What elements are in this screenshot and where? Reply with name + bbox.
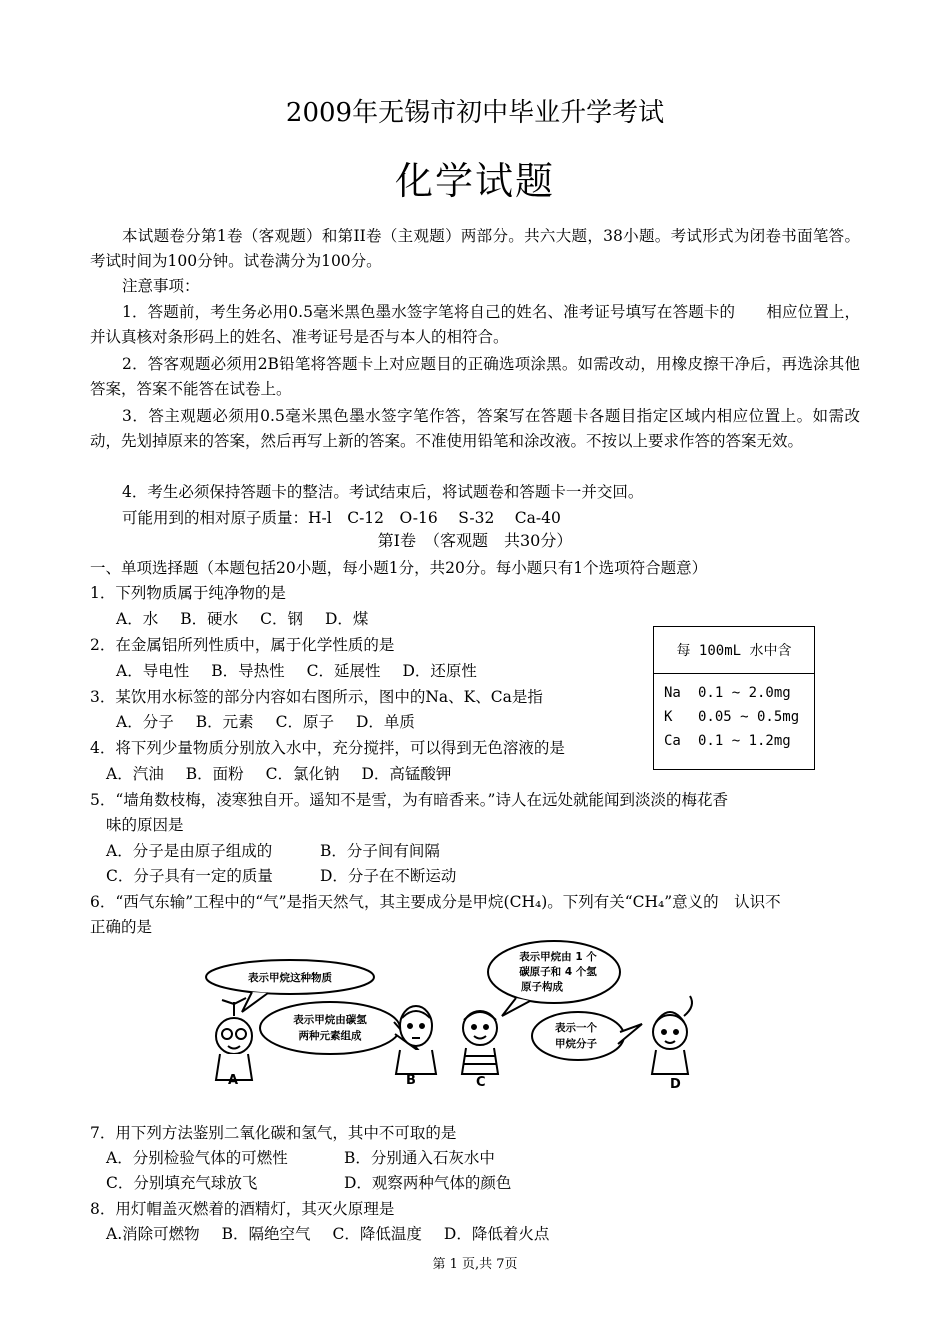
question-7-option-c: C．分别填充气球放飞: [106, 1174, 258, 1192]
question-8-options: [106, 1221, 571, 1247]
option: A．水: [116, 610, 159, 628]
option: B．导热性: [211, 662, 285, 680]
water-label-header: 每 100mL 水中含: [654, 627, 814, 674]
question-6-stem: 6．“西气东输”工程中的“气”是指天然气，其主要成分是甲烷(CH₄)。下列有关“CH₄”意义的 认识不: [90, 893, 781, 911]
note-2: 2．答客观题必须用2B铅笔将答题卡上对应题目的正确选项涂黑。如需改动，用橡皮擦干净后，再选涂其他答案，答案不能答在试卷上。: [90, 355, 860, 398]
section-title: 第Ⅰ卷 （客观题 共30分）: [377, 531, 573, 550]
option: D．高锰酸钾: [361, 765, 452, 783]
option: C．延展性: [306, 662, 381, 680]
option: A.消除可燃物: [106, 1225, 200, 1243]
bubble-a-text: 表示甲烷这种物质: [248, 972, 332, 984]
question-1-options: [116, 606, 390, 632]
water-label-row: Ca 0.1 ~ 1.2mg: [664, 733, 791, 749]
bubble-d-text: 甲烷分子: [555, 1038, 597, 1050]
character-d: [652, 996, 692, 1074]
question-5-option-d: D．分子在不断运动: [320, 867, 457, 885]
speech-bubble-b: [260, 1002, 400, 1054]
option: A．分子: [116, 713, 174, 731]
question-3-options: [116, 709, 437, 735]
question-2-options: [116, 658, 499, 684]
figure-label-d: D: [670, 1077, 681, 1092]
bubble-b-text: 表示甲烷由碳氢: [293, 1014, 367, 1026]
bubble-c-text: 原子构成: [521, 981, 563, 993]
option: B．面粉: [185, 765, 244, 783]
option: B．硬水: [180, 610, 239, 628]
question-6-stem-cont: 正确的是: [90, 918, 153, 936]
character-a: [216, 998, 252, 1080]
option: C．原子: [275, 713, 334, 731]
figure-label-c: C: [476, 1075, 486, 1090]
note-3: 3．答主观题必须用0.5毫米黑色墨水签字笔作答，答案写在答题卡各题目指定区域内相应位置上。如需改动，先划掉原来的答案，然后再写上新的答案。不准使用铅笔和涂改液。不按以上要求作答的答案无效。: [90, 407, 860, 450]
methane-cartoon-figure: [190, 940, 750, 1100]
figure-label-a: A: [228, 1073, 239, 1088]
question-5-option-b: B．分子间有间隔: [320, 842, 440, 860]
option: D．煤: [324, 610, 369, 628]
speech-bubble-d: [532, 1012, 624, 1060]
water-label-row: K 0.05 ~ 0.5mg: [664, 709, 800, 725]
question-4-stem: 4．将下列少量物质分别放入水中，充分搅拌，可以得到无色溶液的是: [90, 739, 565, 757]
question-5-stem: 5．“墙角数枝梅，凌寒独自开。遥知不是雪，为有暗香来。”诗人在远处就能闻到淡淡的梅花香: [90, 791, 728, 809]
question-7-option-b: B．分别通入石灰水中: [344, 1149, 495, 1167]
part-title: 一、单项选择题（本题包括20小题，每小题1分，共20分。每小题只有1个选项符合题意）: [90, 559, 708, 577]
bubble-c-text: 表示甲烷由 1 个: [519, 951, 597, 963]
option: B．隔绝空气: [221, 1225, 311, 1243]
question-8-stem: 8．用灯帽盖灭燃着的酒精灯，其灭火原理是: [90, 1200, 395, 1218]
option: B．元素: [195, 713, 254, 731]
subject-title: 化学试题: [394, 159, 555, 203]
intro-paragraph: 本试题卷分第1卷（客观题）和第II卷（主观题）两部分。共六大题，38小题。考试形式为闭卷书面笔答。考试时间为100分钟。试卷满分为100分。: [90, 227, 860, 270]
figure-label-b: B: [406, 1073, 416, 1088]
question-7-option-a: A．分别检验气体的可燃性: [106, 1149, 288, 1167]
water-label-table: [653, 626, 815, 770]
water-label-row: Na 0.1 ~ 2.0mg: [664, 685, 791, 701]
exam-title: 2009年无锡市初中毕业升学考试: [285, 98, 665, 128]
question-5-stem-cont: 味的原因是: [106, 816, 184, 834]
bubble-b-text: 两种元素组成: [298, 1030, 362, 1042]
bubble-d-text: 表示一个: [555, 1022, 597, 1034]
option: C．钢: [260, 610, 303, 628]
option: D．单质: [355, 713, 415, 731]
note-4: 4．考生必须保持答题卡的整洁。考试结束后，将试题卷和答题卡一并交回。: [122, 483, 644, 501]
notice-title: 注意事项：: [122, 277, 200, 295]
question-5-option-a: A．分子是由原子组成的: [106, 842, 273, 860]
bubble-c-text: 碳原子和 4 个氢: [519, 966, 597, 978]
option: C．降低温度: [332, 1225, 422, 1243]
question-3-stem: 3．某饮用水标签的部分内容如右图所示，图中的Na、K、Ca是指: [90, 688, 543, 706]
option: A．汽油: [106, 765, 164, 783]
page-footer: 第 1 页,共 7页: [432, 1257, 518, 1272]
question-5-option-c: C．分子具有一定的质量: [106, 867, 273, 885]
question-7-option-d: D．观察两种气体的颜色: [344, 1174, 512, 1192]
note-1: 1．答题前，考生务必用0.5毫米黑色墨水签字笔将自己的姓名、准考证号填写在答题卡的 相应位置上，并认真核对条形码上的姓名、准考证号是否与本人的相符合。: [90, 303, 860, 346]
character-c: [462, 1011, 498, 1074]
atomic-mass-line: 可能用到的相对原子质量：H-l C-12 O-16 S-32 Ca-40: [122, 509, 561, 527]
question-2-stem: 2．在金属铝所列性质中，属于化学性质的是: [90, 636, 395, 654]
option: C．氯化钠: [265, 765, 340, 783]
option: D．还原性: [402, 662, 477, 680]
question-7-stem: 7．用下列方法鉴别二氧化碳和氢气，其中不可取的是: [90, 1124, 457, 1142]
option: D．降低着火点: [443, 1225, 550, 1243]
question-1-stem: 1．下列物质属于纯净物的是: [90, 584, 286, 602]
option: A．导电性: [116, 662, 190, 680]
question-4-options: [106, 761, 473, 787]
